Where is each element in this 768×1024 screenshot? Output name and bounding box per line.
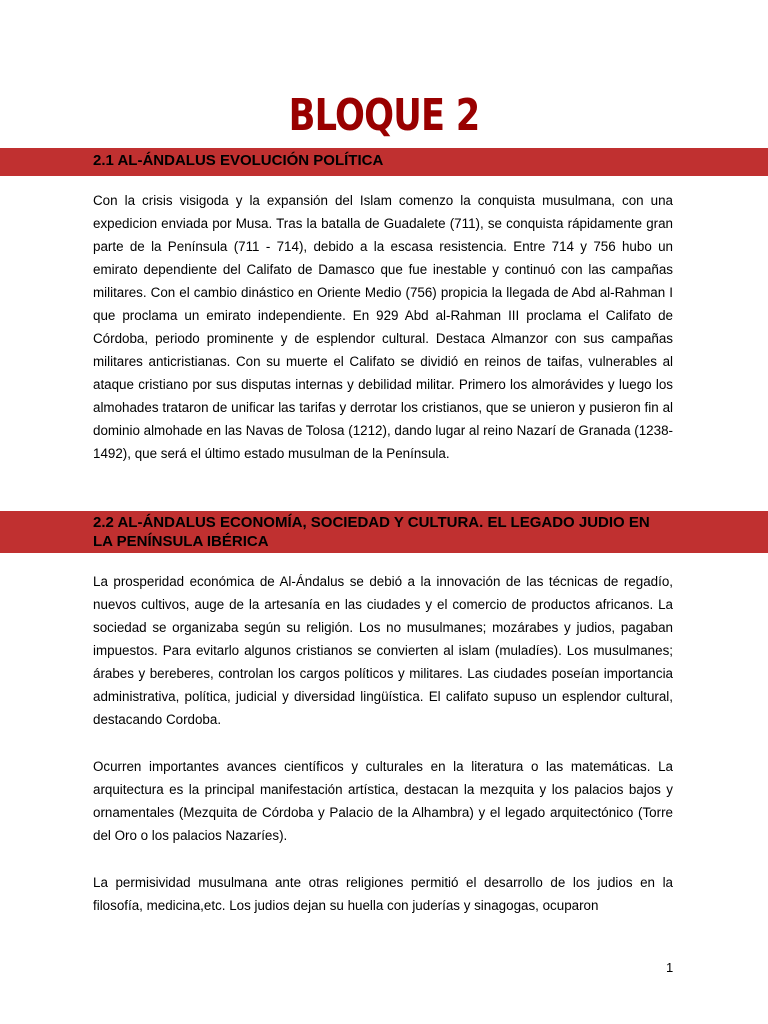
- paragraph-economia-sociedad: La prosperidad económica de Al-Ándalus se debió a la innovación de las técnicas de regadío, nuevos cultivos, auge de la artesanía en las ciudades y el comercio de productos africanos. La sociedad se organizaba según su religión. Los no musulmanes; mozárabes y judios, pagaban impuestos. Para evitarlo algunos cristianos se convierten al islam (muladíes). Los musulmanes; árabes y bereberes, controlan los cargos políticos y militares. Las ciudades poseían importancia administrativa, política, judicial y diversidad lingüística. El califato supuso un esplendor cultural, destacando Cordoba.: [93, 574, 673, 727]
- page-number: 1: [666, 960, 674, 975]
- section-heading-bar: [0, 148, 768, 176]
- paragraph-legado-judio: La permisividad musulmana ante otras religiones permitió el desarrollo de los judios en la filosofía, medicina,etc. Los judios dejan su huella con juderías y sinagogas, ocuparon: [93, 875, 673, 913]
- section-heading-1: 2.1 AL-ÁNDALUS EVOLUCIÓN POLÍTICA: [93, 152, 384, 169]
- paragraph-avances-culturales: Ocurren importantes avances científicos y culturales en la literatura o las matemáticas. La arquitectura es la principal manifestación artística, destacan la mezquita y los palacios bajos y ornamentales (Mezquita de Córdoba y Palacio de la Alhambra) y el legado arquitectónico (Torre del Oro o los palacios Nazaríes).: [93, 759, 673, 843]
- document-title: BLOQUE 2: [288, 90, 480, 141]
- paragraph-evolucion-politica: Con la crisis visigoda y la expansión del Islam comenzo la conquista musulmana, con una expedicion enviada por Musa. Tras la batalla de Guadalete (711), se conquista rápidamente gran parte de la Península (711 - 714), debido a la escasa resistencia. Entre 714 y 756 hubo un emirato dependiente del Califato de Damasco que fue inestable y continuó con las campañas militares. Con el cambio dinástico en Oriente Medio (756) propicia la llegada de Abd al-Rahman I que proclama un emirato independiente. En 929 Abd al-Rahman III proclama el Califato de Córdoba, periodo prominente y de esplendor cultural. Destaca Almanzor con sus campañas militares anticristianas. Con su muerte el Califato se dividió en reinos de taifas, vulnerables al ataque cristiano por sus disputas internas y debilidad militar. Primero los almorávides y luego los almohades trataron de unificar las tarifas y derrotar los cristianos, que se unieron y pusieron fin al dominio almohade en las Navas de Tolosa (1212), dando lugar al reino Nazarí de Granada (1238-1492), que será el último estado musulman de la Península.: [93, 193, 673, 461]
- section-heading-bar: [0, 511, 768, 553]
- section-heading-2: 2.2 AL-ÁNDALUS ECONOMÍA, SOCIEDAD Y CULTURA. EL LEGADO JUDIO EN LA PENÍNSULA IBÉRICA: [93, 514, 650, 550]
